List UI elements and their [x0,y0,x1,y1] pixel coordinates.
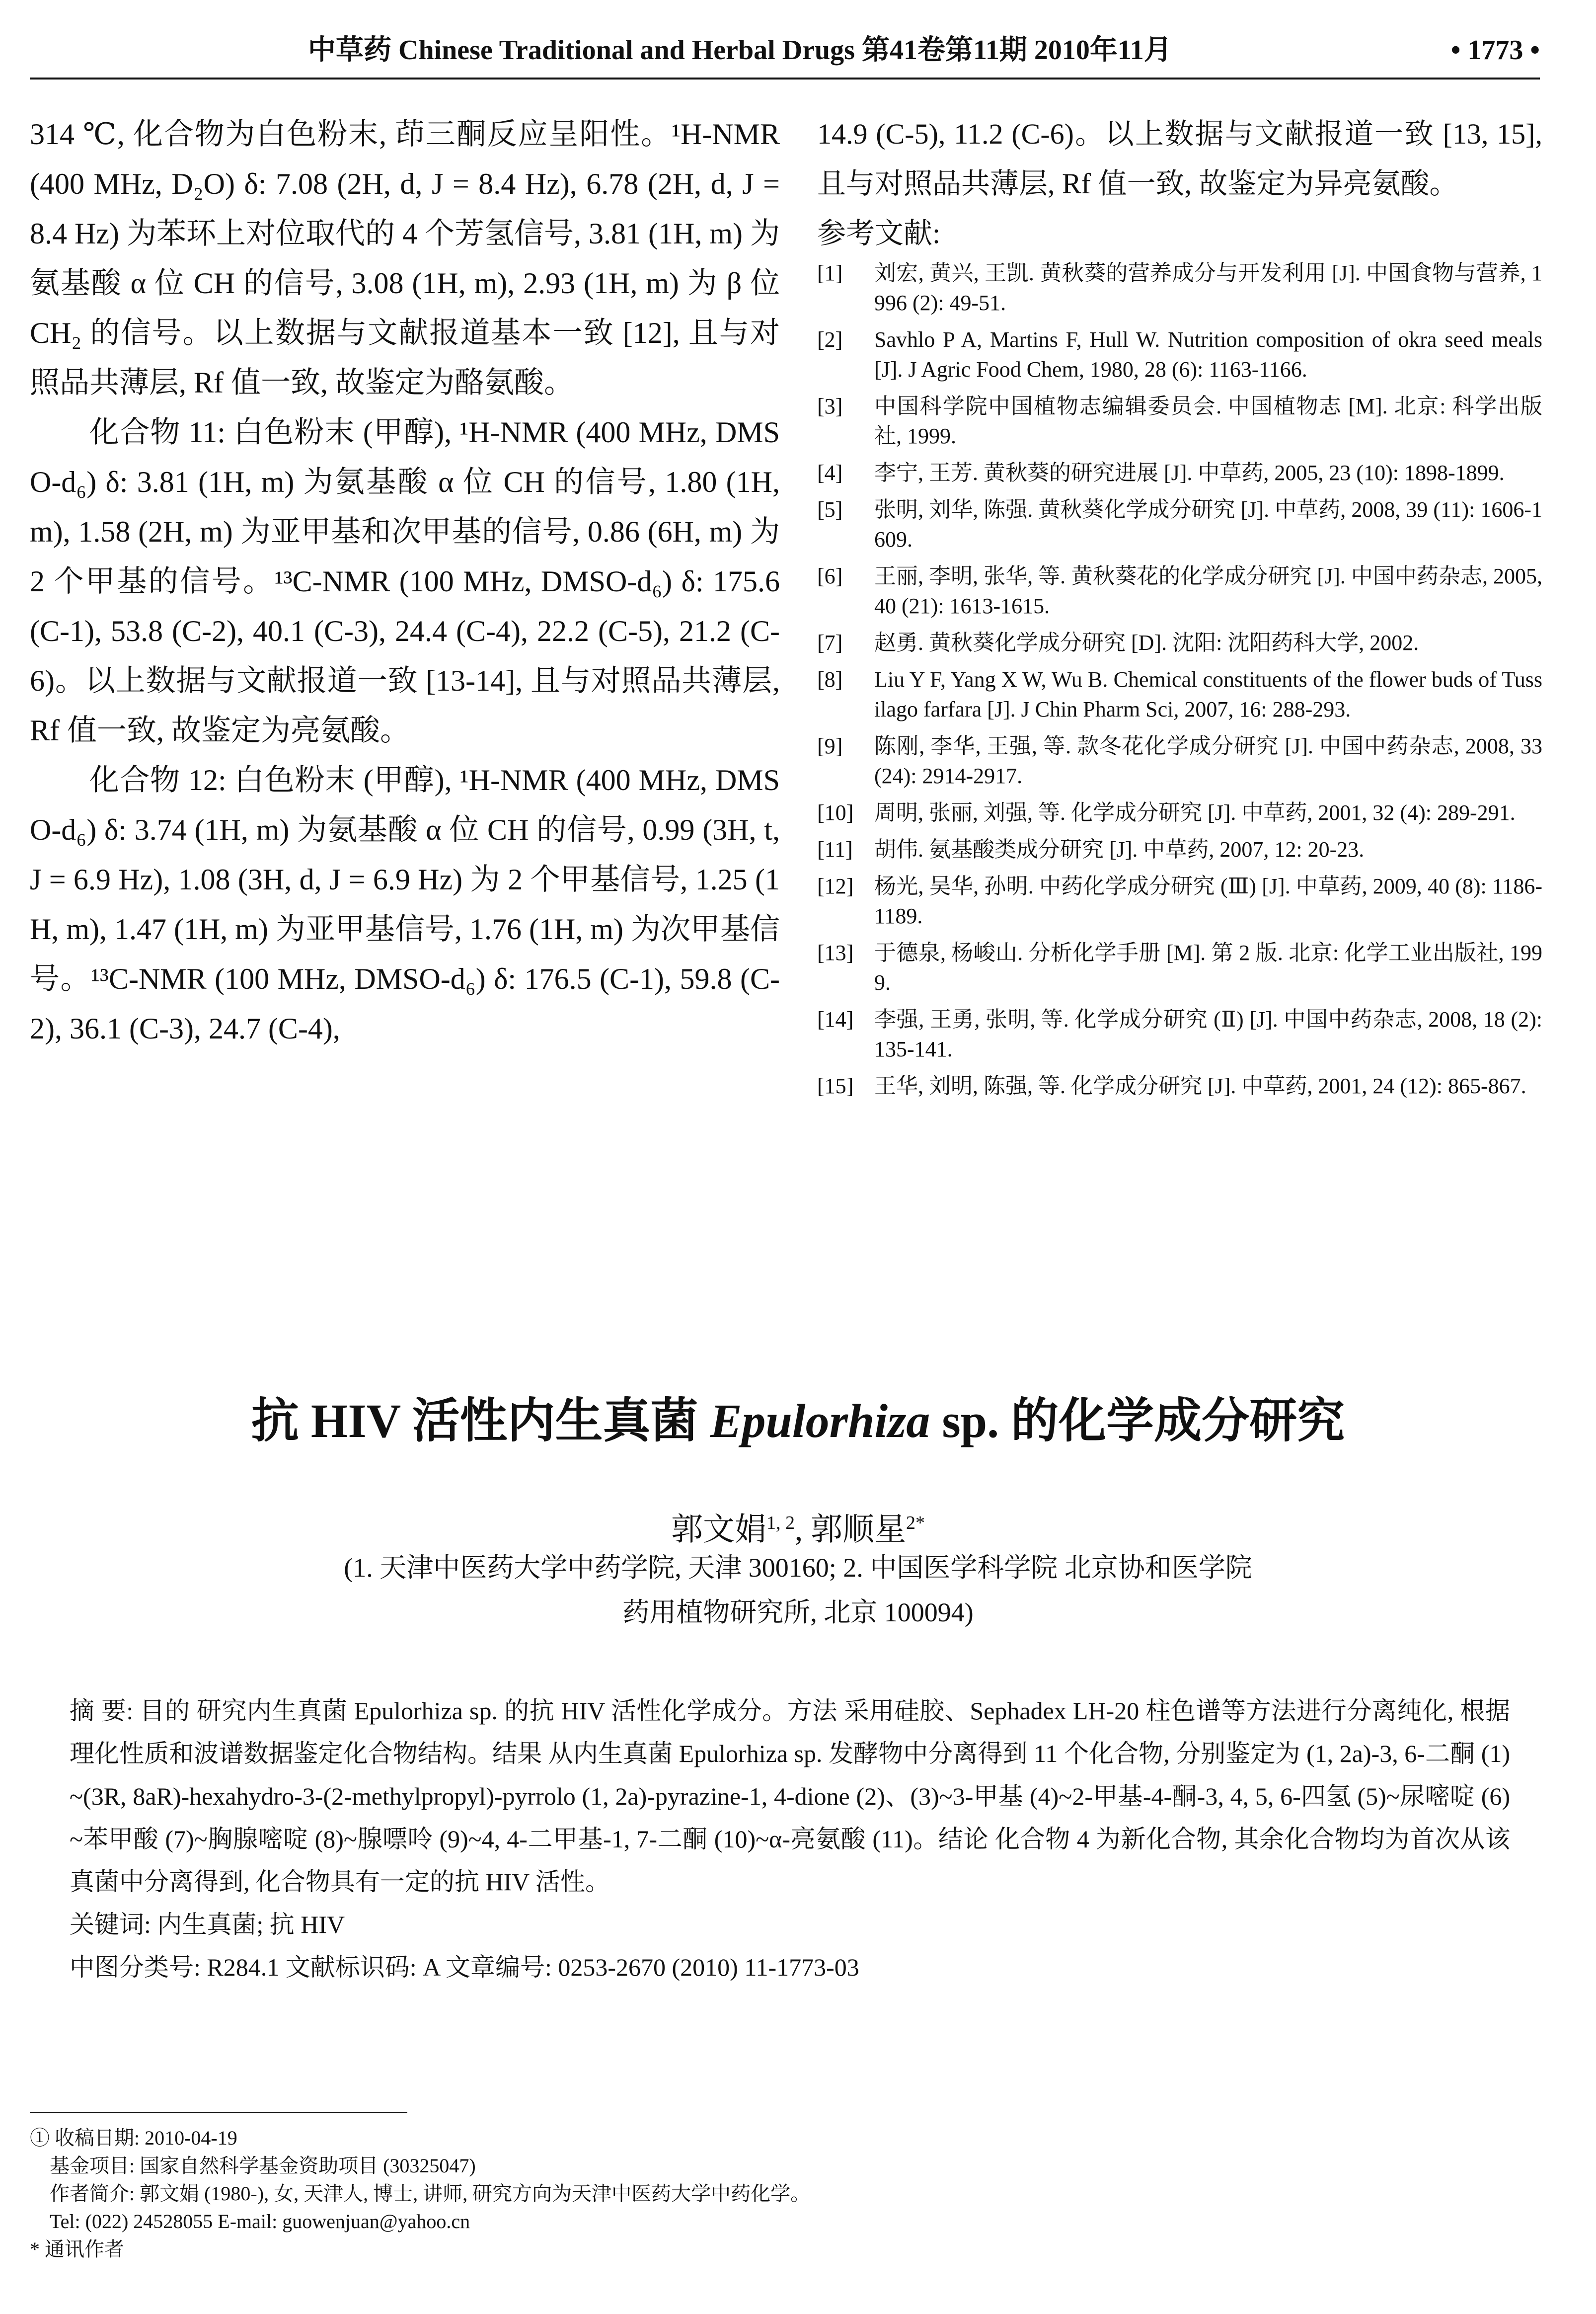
page-number: • 1773 • [1450,35,1540,66]
compound-10-text: 314 ℃, 化合物为白色粉末, 茚三酮反应呈阳性。¹H-NMR (400 MHz, D₂O) δ: 7.08 (2H, d, J = 8.4 Hz), 6.78 (2H, d, J = 8.4 Hz) 为苯环上对位取代的 4 个芳氢信号, 3.81 (1H, m) 为氨基酸 α 位 CH 的信号, 3.08 (1H, m), 2.93 (1H, m) 为 β 位 CH₂ 的信号。以上数据与文献报道基本一致 [12], 且与对照品共薄层, Rf 值一致, 故鉴定为酪氨酸。 [30,118,780,399]
abstract-text: 摘 要: 目的 研究内生真菌 Epulorhiza sp. 的抗 HIV 活性化学成分。方法 采用硅胶、Sephadex LH-20 柱色谱等方法进行分离纯化, 根据理化性质和波谱数据鉴定化合物结构。结果 从内生真菌 Epulorhiza sp. 发酵物中分离得到 11 个化合物, 分别鉴定为 (1, 2a)-3, 6-二酮 (1)~(3R, 8aR)-hexahydro-3-(2-methylpropyl)-pyrrolo (1, 2a)-pyrazine-1, 4-dione (2)、(3)~3-甲基 (4)~2-甲基-4-酮-3, 4, 5, 6-四氢 (5)~尿嘧啶 (6)~苯甲酸 (7)~胸腺嘧啶 (8)~腺嘌呤 (9)~4, 4-二甲基-1, 7-二酮 (10)~α-亮氨酸 (11)。结论 化合物 4 为新化合物, 其余化合物均为首次从该真菌中分离得到, 化合物具有一定的抗 HIV 活性。 [70,1697,1510,1896]
reference-text: 中国科学院中国植物志编辑委员会. 中国植物志 [M]. 北京: 科学出版社, 1999. [874,394,1542,448]
reference-number: [14] [817,1007,854,1032]
article-title [30,1386,1566,1456]
affiliations [30,1545,1566,1635]
reference-text: 李宁, 王芳. 黄秋葵的研究进展 [J]. 中草药, 2005, 23 (10): 1898-1899. [874,461,1505,485]
classification-line: 中图分类号: R284.1 文献标识码: A 文章编号: 0253-2670 (2010) 11-1773-03 [70,1953,859,1981]
reference-number: [11] [817,837,853,862]
reference-text: Liu Y F, Yang X W, Wu B. Chemical constituents of the flower buds of Tussilago farfara [J]. J Chin Pharm Sci, 2007, 16: 288-293. [874,667,1542,721]
author-1-affil: 1, 2 [766,1513,795,1533]
left-column [30,109,780,1053]
reference-item [817,561,1542,621]
reference-number: [7] [817,631,843,655]
author-line [30,1501,1566,1552]
reference-number: [4] [817,461,843,485]
reference-item [817,258,1542,318]
reference-item [817,872,1542,931]
reference-item [817,495,1542,555]
received-date: ① 收稿日期: 2010-04-19 [30,2127,237,2149]
footnotes [30,2124,1540,2263]
reference-item [817,835,1542,865]
compound-12-continued: 14.9 (C-5), 11.2 (C-6)。以上数据与文献报道一致 [13, 15], 且与对照品共薄层, Rf 值一致, 故鉴定为异亮氨酸。 [817,118,1542,200]
reference-number: [12] [817,874,854,898]
reference-number: [2] [817,327,843,352]
reference-text: 李强, 王勇, 张明, 等. 化学成分研究 (Ⅱ) [J]. 中国中药杂志, 2008, 18 (2): 135-141. [874,1007,1542,1061]
reference-number: [9] [817,734,843,758]
reference-text: Savhlo P A, Martins F, Hull W. Nutrition composition of okra seed meals [J]. J Agric Food Chem, 1980, 28 (6): 1163-1166. [874,327,1542,382]
author-separator: , [795,1512,811,1547]
reference-item [817,1071,1542,1101]
reference-item [817,458,1542,488]
reference-number: [8] [817,667,843,692]
author-1: 郭文娟 [671,1512,766,1547]
reference-text: 杨光, 吴华, 孙明. 中药化学成分研究 (Ⅲ) [J]. 中草药, 2009, 40 (8): 1186-1189. [874,874,1542,928]
references-heading: 参考文献: [817,217,941,249]
reference-number: [1] [817,261,843,285]
compound-12-text: 化合物 12: 白色粉末 (甲醇), ¹H-NMR (400 MHz, DMSO-d₆) δ: 3.74 (1H, m) 为氨基酸 α 位 CH 的信号, 0.99 (3H, t, J = 6.9 Hz), 1.08 (3H, d, J = 6.9 Hz) 为 2 个甲基信号, 1.25 (1H, m), 1.47 (1H, m) 为亚甲基信号, 1.76 (1H, m) 为次甲基信号。¹³C-NMR (100 MHz, DMSO-d₆) δ: 176.5 (C-1), 59.8 (C-2), 36.1 (C-3), 24.7 (C-4), [30,764,780,1045]
author-2-affil: 2* [906,1513,925,1533]
affiliation-line-1: (1. 天津中医药大学中药学院, 天津 300160; 2. 中国医学科学院 北京协和医学院 [344,1553,1252,1583]
author-bio: 作者简介: 郭文娟 (1980-), 女, 天津人, 博士, 讲师, 研究方向为天津中医药大学中药化学。 [50,2182,811,2205]
reference-item [817,1005,1542,1064]
title-genus: Epulorhiza [710,1394,930,1447]
reference-text: 陈刚, 李华, 王强, 等. 款冬花化学成分研究 [J]. 中国中药杂志, 2008, 33 (24): 2914-2917. [874,734,1542,788]
reference-text: 刘宏, 黄兴, 王凯. 黄秋葵的营养成分与开发利用 [J]. 中国食物与营养, 1996 (2): 49-51. [874,261,1542,315]
reference-item [817,938,1542,998]
title-prefix: 抗 HIV 活性内生真菌 [251,1394,698,1447]
reference-text: 王华, 刘明, 陈强, 等. 化学成分研究 [J]. 中草药, 2001, 24 (12): 865-867. [874,1074,1526,1098]
reference-item [817,798,1542,828]
footnote-divider [30,2112,407,2113]
reference-item [817,392,1542,451]
reference-number: [10] [817,800,854,825]
corresponding-author: * 通讯作者 [30,2238,124,2260]
reference-number: [5] [817,497,843,522]
reference-number: [13] [817,941,854,965]
reference-item [817,628,1542,658]
reference-number: [3] [817,394,843,418]
contact-info: Tel: (022) 24528055 E-mail: guowenjuan@yahoo.cn [50,2210,470,2233]
right-column [817,109,1542,1108]
keywords-line: 关键词: 内生真菌; 抗 HIV [70,1911,345,1938]
reference-list [817,258,1542,1101]
reference-item [817,665,1542,724]
title-suffix: sp. 的化学成分研究 [942,1394,1345,1447]
compound-11-text: 化合物 11: 白色粉末 (甲醇), ¹H-NMR (400 MHz, DMSO-d₆) δ: 3.81 (1H, m) 为氨基酸 α 位 CH 的信号, 1.80 (1H, m), 1.58 (2H, m) 为亚甲基和次甲基的信号, 0.86 (6H, m) 为 2 个甲基的信号。¹³C-NMR (100 MHz, DMSO-d₆) δ: 175.6 (C-1), 53.8 (C-2), 40.1 (C-3), 24.4 (C-4), 22.2 (C-5), 21.2 (C-6)。以上数据与文献报道一致 [13-14], 且与对照品共薄层, Rf 值一致, 故鉴定为亮氨酸。 [30,416,780,747]
reference-number: [6] [817,564,843,588]
reference-item [817,325,1542,385]
fund-note: 基金项目: 国家自然科学基金资助项目 (30325047) [50,2154,476,2177]
reference-text: 周明, 张丽, 刘强, 等. 化学成分研究 [J]. 中草药, 2001, 32 (4): 289-291. [874,800,1516,825]
abstract-block [70,1689,1510,1989]
reference-text: 王丽, 李明, 张华, 等. 黄秋葵花的化学成分研究 [J]. 中国中药杂志, 2005, 40 (21): 1613-1615. [874,564,1542,618]
reference-text: 于德泉, 杨峻山. 分析化学手册 [M]. 第 2 版. 北京: 化学工业出版社, 1999. [874,941,1542,995]
reference-text: 赵勇. 黄秋葵化学成分研究 [D]. 沈阳: 沈阳药科大学, 2002. [874,631,1419,655]
reference-text: 张明, 刘华, 陈强. 黄秋葵化学成分研究 [J]. 中草药, 2008, 39 (11): 1606-1609. [874,497,1542,552]
author-2: 郭顺星 [811,1512,906,1547]
reference-number: [15] [817,1074,854,1098]
journal-header-text: 中草药 Chinese Traditional and Herbal Drugs 第41卷第11期 2010年11月 [308,35,1172,66]
reference-text: 胡伟. 氨基酸类成分研究 [J]. 中草药, 2007, 12: 20-23. [874,837,1365,862]
affiliation-line-2: 药用植物研究所, 北京 100094) [622,1597,974,1627]
running-header [30,23,1540,80]
reference-item [817,731,1542,791]
